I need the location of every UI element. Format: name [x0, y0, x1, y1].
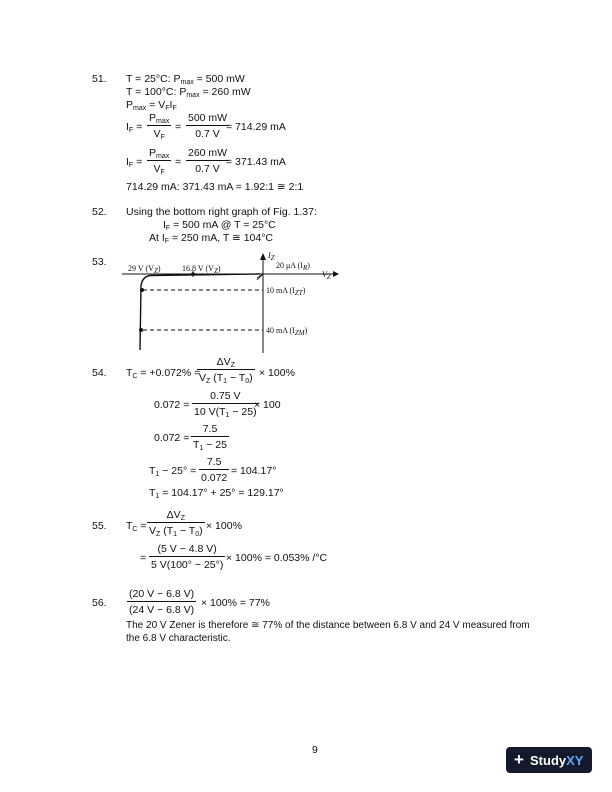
- lhs-0072: 0.072 =: [154, 399, 190, 411]
- label-29v: 29 V $(V_Z)$: [128, 264, 161, 275]
- label-vz: $V_Z$: [322, 270, 331, 281]
- fraction-5v-48v: $\frac{(5 V - 4.8 V)}{5 V(100^\circ - 25^\circ)}$: [151, 543, 224, 572]
- fraction-500mw: $\frac{500 mW}{0.7 V}$: [188, 112, 228, 141]
- page-number: 9: [312, 744, 318, 756]
- lhs-t1-minus-25: $T_1 - 25^\circ$ =: [149, 465, 197, 478]
- times-100-percent: × 100%: [259, 367, 295, 379]
- equals-sign: =: [140, 552, 147, 564]
- fraction-delta-vz: $\Delta V_Z$ $V_Z$ $(T_1 - T_0)$: [149, 509, 203, 539]
- tc-lhs: $T_C = +0.072\%$ =: [126, 367, 201, 380]
- times-100-percent: × 100%: [206, 520, 242, 532]
- iz-arrow: [260, 253, 266, 260]
- problem-number: 55.: [92, 520, 107, 532]
- if-label: $I_F$ =: [126, 156, 143, 169]
- times-100: × 100: [254, 399, 281, 411]
- text-line: At $I_F = 250$ mA, T ≅ 104°C: [149, 232, 274, 245]
- plus-icon: +: [514, 750, 524, 769]
- lhs-0072: 0.072 =: [154, 432, 190, 444]
- result-77: × 100% = 77%: [201, 597, 270, 609]
- problem-number: 51.: [92, 73, 107, 85]
- condition-100c: T = 100°C: $P_{max} = 260$ mW: [126, 86, 251, 99]
- label-iz: $I_Z$: [268, 251, 275, 262]
- fraction-075v: $\frac{0.75 V}{10 V(T_1 - 25)}$: [194, 390, 257, 420]
- studyxy-badge[interactable]: [506, 747, 592, 773]
- text-line: The 20 V Zener is therefore ≅ 77% of the distance between 6.8 V and 24 V measured from: [126, 620, 530, 631]
- point-izt: [140, 288, 144, 292]
- equals-sign: =: [175, 156, 182, 168]
- condition-25c: T = 25°C: $P_{max} = 500$ mW: [126, 73, 245, 86]
- problem-number: 52.: [92, 206, 107, 218]
- problem-number: 53.: [92, 256, 107, 268]
- fraction-260mw: $\frac{260 mW}{0.7 V}$: [188, 147, 228, 176]
- problem-number: 56.: [92, 597, 107, 609]
- label-izm: 40 mA $(I_{ZM})$: [266, 326, 308, 337]
- fraction-75-over-0072: $\frac{7.5}{0.072}$: [201, 456, 228, 485]
- fraction-pmax-vf: $P_{max}$ $V_F$: [149, 147, 170, 177]
- tc-lhs: $T_C$ =: [126, 520, 147, 533]
- result-t1: $T_1 = 104.17^\circ + 25^\circ = 129.17^\circ$: [149, 487, 284, 500]
- label-ir: 20 μA $(I_R)$: [276, 261, 310, 272]
- result-714: = 714.29 mA: [226, 121, 286, 133]
- text-line: $I_F = 500$ mA @ T = 25°C: [163, 219, 276, 232]
- text-line: the 6.8 V characteristic.: [126, 633, 231, 644]
- if-label: $I_F$ =: [126, 121, 143, 134]
- fraction-pmax-vf: $P_{max}$ $V_F$: [149, 112, 170, 142]
- ratio-line: 714.29 mA: 371.43 mA = 1.92:1 ≅ 2:1: [126, 181, 304, 193]
- result-10417: = 104.17°: [231, 465, 277, 477]
- point-izm: [139, 328, 143, 332]
- fraction-20v-24v: $\frac{(20 V - 6.8 V)}{(24 V - 6.8 V)}$: [129, 588, 195, 617]
- zener-curve: [140, 274, 260, 350]
- ir-marker: [257, 274, 263, 280]
- equals-sign: =: [175, 121, 182, 133]
- result-371: = 371.43 mA: [226, 156, 286, 168]
- label-16v: 16.8 V $(V_Z)$: [182, 264, 221, 275]
- label-izt: 10 mA $(I_{ZT})$: [266, 286, 306, 297]
- vz-arrow: [333, 271, 339, 277]
- fraction-75-over-t1: $\frac{7.5}{T_1 - 25}$: [193, 423, 227, 453]
- result-0053: × 100% = 0.053% /°C: [226, 552, 328, 564]
- problem-number: 54.: [92, 367, 107, 379]
- fraction-delta-vz: $\Delta V_Z$ $V_Z$ $(T_1 - T_0)$: [199, 356, 253, 386]
- power-equation: $P_{max} = V_FI_F$: [126, 99, 177, 112]
- brand-name: StudyXY: [530, 753, 584, 768]
- text-line: Using the bottom right graph of Fig. 1.37:: [126, 206, 317, 218]
